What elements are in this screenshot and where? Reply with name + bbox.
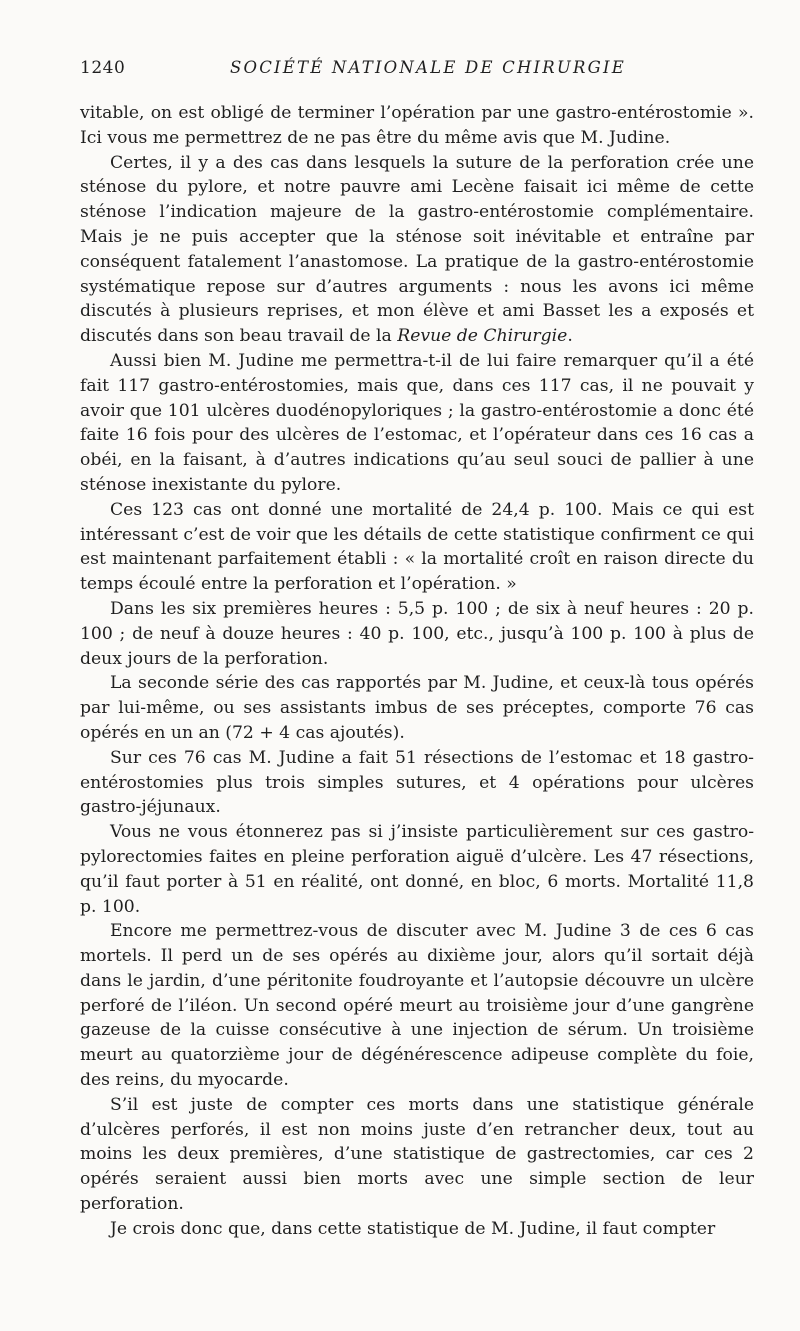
paragraph-4: Ces 123 cas ont donné une mortalité de 24,4 p. 100. Mais ce qui est intéressant c’est de voir que les détails de cette statistique confirment ce qui est maintenant parfaitement établi : « la mortalité croît en raison directe du temps écoulé entre la perforation et l’opération. » xyxy=(80,499,754,595)
paragraph-2: Certes, il y a des cas dans lesquels la suture de la perforation crée une sténose du pylore, et notre pauvre ami Lecène faisait ici même de cette sténose l’indication majeure de la gastro-entérostomie complémentaire. Mais je ne puis accepter que la sténose soit inévitable et entraîne par conséquent fatalement l’anastomose. La pratique de la gastro-entérostomie systématique repose sur d’autres arguments : nous les avons ici même discutés à plusieurs reprises, et mon élève et ami Basset les a exposés et discutés dans son beau travail de la Revue de Chirurgie. xyxy=(80,152,754,347)
paragraph-11: Je crois donc que, dans cette statistique de M. Judine, il faut compter xyxy=(110,1218,716,1239)
paragraph-10: S’il est juste de compter ces morts dans une statistique générale d’ulcères perforés, il est non moins juste d’en retrancher deux, tout au moins les deux premières, d’une statistique de gastrectomies, car ces 2 opérés seraient aussi bien morts avec une simple section de leur perforation. xyxy=(80,1094,754,1215)
running-title: SOCIÉTÉ NATIONALE DE CHIRURGIE xyxy=(230,58,626,77)
paragraph-8: Vous ne vous étonnerez pas si j’insiste particulièrement sur ces gastro-pylorectomies faites en pleine perforation aiguë d’ulcère. Les 47 résections, qu’il faut porter à 51 en réalité, ont donné, en bloc, 6 morts. Mortalité 11,8 p. 100. xyxy=(80,822,754,917)
paragraph-5: Dans les six premières heures : 5,5 p. 100 ; de six à neuf heures : 20 p. 100 ; de neuf à douze heures : 40 p. 100, etc., jusqu’à 100 p. 100 à plus de deux jours de la perforation. xyxy=(80,598,754,669)
journal-title: Revue de Chirurgie xyxy=(397,326,568,347)
paragraph-9: Encore me permettrez-vous de discuter avec M. Judine 3 de ces 6 cas mortels. Il perd un de ses opérés au dixième jour, alors qu’il sortait déjà dans le jardin, d’une péritonite foudroyante et l’autopsie découvre un ulcère perforé de l’iléon. Un second opéré meurt au troisième jour d’une gangrène gazeuse de la cuisse consécutive à une injection de sérum. Un troisième meurt au quatorzième jour de dégénérescence adipeuse complète du foie, des reins, du myocarde. xyxy=(80,921,754,1091)
paragraph-7: Sur ces 76 cas M. Judine a fait 51 résections de l’estomac et 18 gastro-entérostomies plus trois simples sutures, et 4 opérations pour ulcères gastro-jéjunaux. xyxy=(80,747,754,818)
page-header xyxy=(80,58,754,82)
page-number: 1240 xyxy=(80,58,126,78)
paragraph-3: Aussi bien M. Judine me permettra-t-il de lui faire remarquer qu’il a été fait 117 gastro-entérostomies, mais que, dans ces 117 cas, il ne pouvait y avoir que 101 ulcères duodénopyloriques ; la gastro-entérostomie a donc été faite 16 fois pour des ulcères de l’estomac, et l’opérateur dans ces 16 cas a obéi, en la faisant, à d’autres indications qu’au seul souci de pallier à une sténose inexistante du pylore. xyxy=(80,350,754,495)
paragraph-1: vitable, on est obligé de terminer l’opération par une gastro-entérostomie ». Ici vous me permettrez de ne pas être du même avis que M. Judine. xyxy=(80,103,754,148)
paragraph-6: La seconde série des cas rapportés par M. Judine, et ceux-là tous opérés par lui-même, ou ses assistants imbus de ses préceptes, comporte 76 cas opérés en un an (72 + 4 cas ajoutés). xyxy=(80,673,754,743)
body-text xyxy=(80,101,754,1242)
